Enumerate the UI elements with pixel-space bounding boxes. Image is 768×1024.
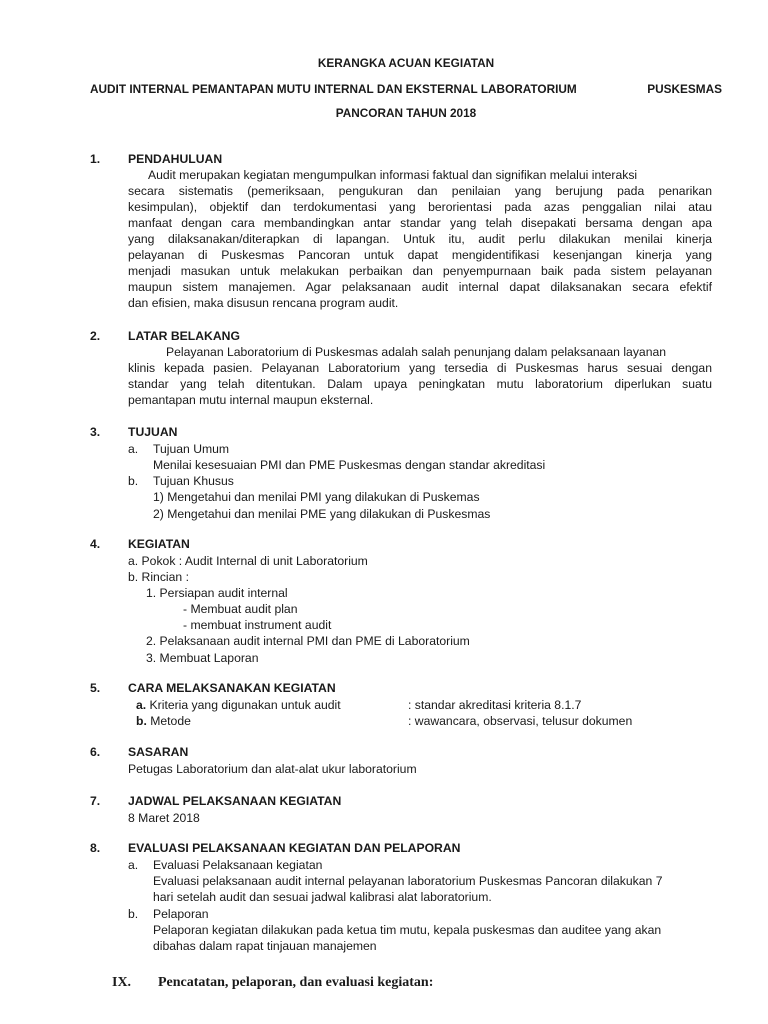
list-subitem: - membuat instrument audit: [183, 618, 332, 632]
list-label: b.: [128, 474, 139, 488]
doc-title: KERANGKA ACUAN KEGIATAN: [317, 56, 495, 70]
section-heading: Pencatatan, pelaporan, dan evaluasi kegiatan:: [158, 975, 434, 990]
list-title: Evaluasi Pelaksanaan kegiatan: [153, 858, 323, 872]
section-heading: LATAR BELAKANG: [128, 329, 240, 343]
list-text: Menilai kesesuaian PMI dan PME Puskesmas dengan standar akreditasi: [153, 458, 546, 472]
section-heading: CARA MELAKSANAKAN KEGIATAN: [128, 681, 336, 695]
list-item: b. Rincian :: [128, 570, 189, 584]
section-number: 6.: [90, 745, 101, 759]
section-number: IX.: [112, 975, 132, 990]
list-item: [136, 697, 341, 713]
section-text: Petugas Laboratorium dan alat-alat ukur laboratorium: [128, 762, 417, 776]
list-title: Tujuan Khusus: [153, 474, 234, 488]
paragraph-line: manfaat dengan cara membandingkan antar standar yang telah disepakati bersama dengan apa: [128, 216, 712, 230]
paragraph-line: pelayanan di Puskesmas Pancoran untuk dapat mengidentifikasi kesenjangan kinerja yang: [128, 248, 712, 262]
section-number: 2.: [90, 329, 101, 343]
list-label: a.: [136, 698, 147, 712]
list-title: Pelaporan: [153, 907, 209, 921]
paragraph-line: maupun sistem manajemen. Agar pelaksanaan audit internal dapat dilaksanakan secara efektif: [128, 280, 712, 294]
section-number: 3.: [90, 425, 101, 439]
paragraph: [128, 183, 712, 311]
list-text: Pelaporan kegiatan dilakukan pada ketua tim mutu, kepala puskesmas dan auditee yang akan: [153, 923, 662, 937]
doc-subtitle: [90, 82, 722, 96]
paragraph-line: standar yang telah ditentukan. Dalam upaya peningkatan mutu laboratorium diperlukan suatu: [128, 377, 712, 391]
list-label: b.: [128, 907, 139, 921]
doc-subtitle-right: PUSKESMAS: [647, 82, 722, 96]
list-title: Tujuan Umum: [153, 442, 230, 456]
list-item: 2) Mengetahui dan menilai PME yang dilakukan di Puskesmas: [153, 507, 491, 521]
section-number: 5.: [90, 681, 101, 695]
paragraph-line: kesimpulan), objektif dan terdokumentasi yang berorientasi pada azas penggalian nilai atau: [128, 200, 712, 214]
list-value: : standar akreditasi kriteria 8.1.7: [408, 698, 582, 712]
list-label: b.: [136, 714, 147, 728]
section-number: 4.: [90, 537, 101, 551]
list-item: 1. Persiapan audit internal: [146, 586, 288, 600]
paragraph-line: Pelayanan Laboratorium di Puskesmas adalah salah penunjang dalam pelaksanaan layanan: [166, 345, 667, 359]
section-heading: SASARAN: [128, 745, 189, 759]
list-text: Evaluasi pelaksanaan audit internal pelayanan laboratorium Puskesmas Pancoran dilakukan 7: [153, 874, 663, 888]
list-item: a. Pokok : Audit Internal di unit Laboratorium: [128, 554, 368, 568]
list-value: : wawancara, observasi, telusur dokumen: [408, 714, 633, 728]
section-number: 7.: [90, 794, 101, 808]
list-subitem: - Membuat audit plan: [183, 602, 298, 616]
list-label: a.: [128, 442, 139, 456]
list-item: [136, 713, 191, 729]
section-number: 1.: [90, 152, 101, 166]
list-item: 3. Membuat Laporan: [146, 651, 259, 665]
doc-subtitle-left: AUDIT INTERNAL PEMANTAPAN MUTU INTERNAL DAN EKSTERNAL LABORATORIUM: [90, 82, 577, 96]
paragraph-line: yang dilaksanakan/diterapkan di lapangan. Untuk itu, audit perlu dilakukan menilai kinerja: [128, 232, 712, 246]
paragraph-line: dan efisien, maka disusun rencana program audit.: [128, 296, 399, 310]
paragraph-line: pemantapan mutu internal maupun eksternal.: [128, 393, 374, 407]
paragraph-line: Audit merupakan kegiatan mengumpulkan informasi faktual dan signifikan melalui interaksi: [148, 168, 638, 182]
section-heading: EVALUASI PELAKSANAAN KEGIATAN DAN PELAPORAN: [128, 841, 461, 855]
section-number: 8.: [90, 841, 101, 855]
paragraph-line: secara sistematis (pemeriksaan, pengukuran dan penilaian yang berujung pada penarikan: [128, 184, 712, 198]
paragraph-line: klinis kepada pasien. Pelayanan Laboratorium yang tersedia di Puskesmas harus sesuai dengan: [128, 361, 712, 375]
section-text: 8 Maret 2018: [128, 811, 200, 825]
doc-subtitle-line3: PANCORAN TAHUN 2018: [335, 106, 477, 120]
list-text: dibahas dalam rapat tinjauan manajemen: [153, 939, 377, 953]
list-text: hari setelah audit dan sesuai jadwal kalibrasi alat laboratorium.: [153, 890, 492, 904]
list-label: a.: [128, 858, 139, 872]
list-item: 1) Mengetahui dan menilai PMI yang dilakukan di Puskemas: [153, 490, 480, 504]
section-heading: KEGIATAN: [128, 537, 190, 551]
list-text: Metode: [146, 714, 191, 728]
section-heading: JADWAL PELAKSANAAN KEGIATAN: [128, 794, 342, 808]
paragraph: [128, 360, 712, 408]
section-heading: PENDAHULUAN: [128, 152, 223, 166]
paragraph-line: menjadi masukan untuk melakukan perbaikan dan penyempurnaan baik pada sistem pelayanan: [128, 264, 712, 278]
list-text: Kriteria yang digunakan untuk audit: [146, 698, 341, 712]
list-item: 2. Pelaksanaan audit internal PMI dan PME di Laboratorium: [146, 634, 470, 648]
section-heading: TUJUAN: [128, 425, 178, 439]
